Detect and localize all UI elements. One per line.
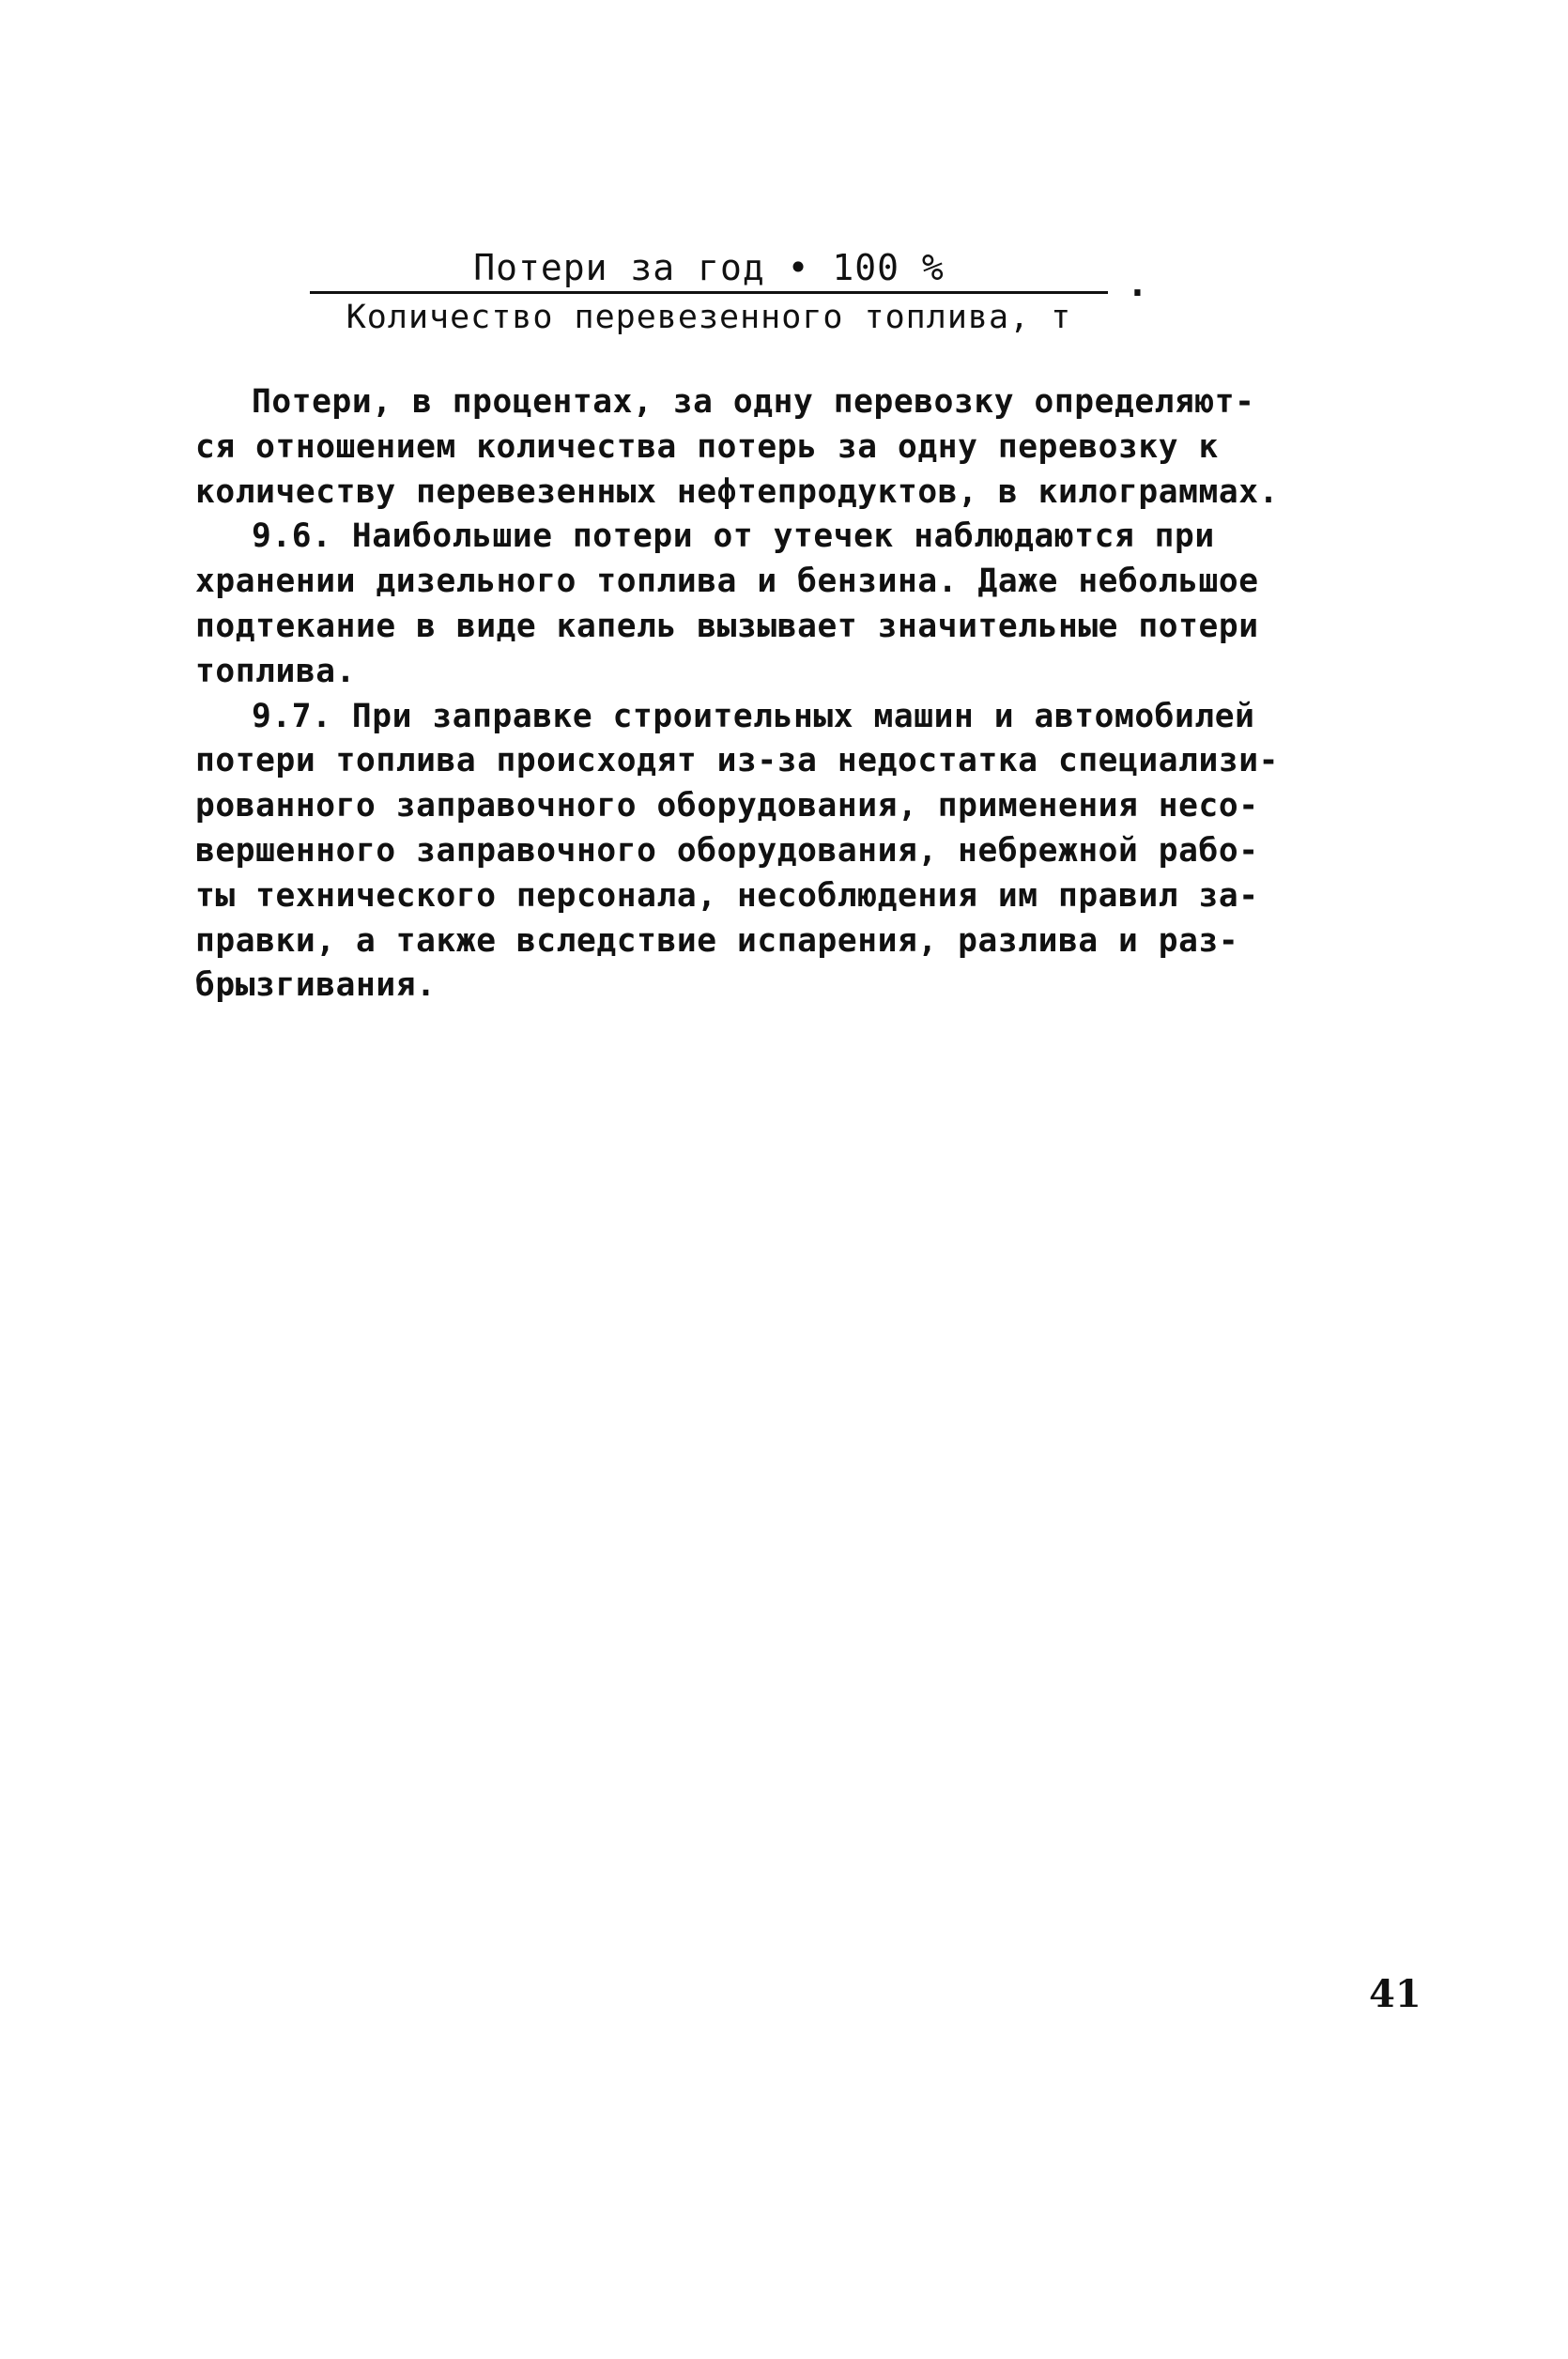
- text-line: количеству перевезенных нефтепродуктов, в килограммах.: [195, 472, 1280, 511]
- text-line: Потери, в процентах, за одну перевозку определяют-: [252, 383, 1255, 421]
- text-line: хранении дизельного топлива и бензина. Даже небольшое: [195, 563, 1259, 601]
- formula-trailing-mark: .: [1127, 263, 1148, 304]
- text-line: 9.6. Наибольшие потери от утечек наблюдаются при: [252, 517, 1215, 556]
- text-line: топлива.: [195, 652, 356, 690]
- text-line: правки, а также вследствие испарения, разлива и раз-: [195, 921, 1239, 960]
- text-line: ты технического персонала, несоблюдения им правил за-: [195, 876, 1259, 915]
- fraction-formula: [310, 246, 1148, 341]
- text-line: рованного заправочного оборудования, применения несо-: [195, 787, 1259, 825]
- formula-numerator: Потери за год • 100 %: [310, 246, 1108, 294]
- text-line: ся отношением количества потерь за одну перевозку к: [195, 427, 1219, 466]
- page-number: 41: [1369, 1972, 1422, 2016]
- text-line: потери топлива происходят из-за недостатка специализи-: [195, 742, 1280, 780]
- text-line: подтекание в виде капель вызывает значительные потери: [195, 607, 1259, 645]
- text-line: 9.7. При заправке строительных машин и автомобилей: [252, 697, 1255, 735]
- text-line: брызгивания.: [195, 966, 437, 1005]
- body-text: [195, 380, 1416, 1009]
- formula-denominator: Количество перевезенного топлива, т: [346, 299, 1072, 336]
- text-line: вершенного заправочного оборудования, небрежной рабо-: [195, 831, 1259, 870]
